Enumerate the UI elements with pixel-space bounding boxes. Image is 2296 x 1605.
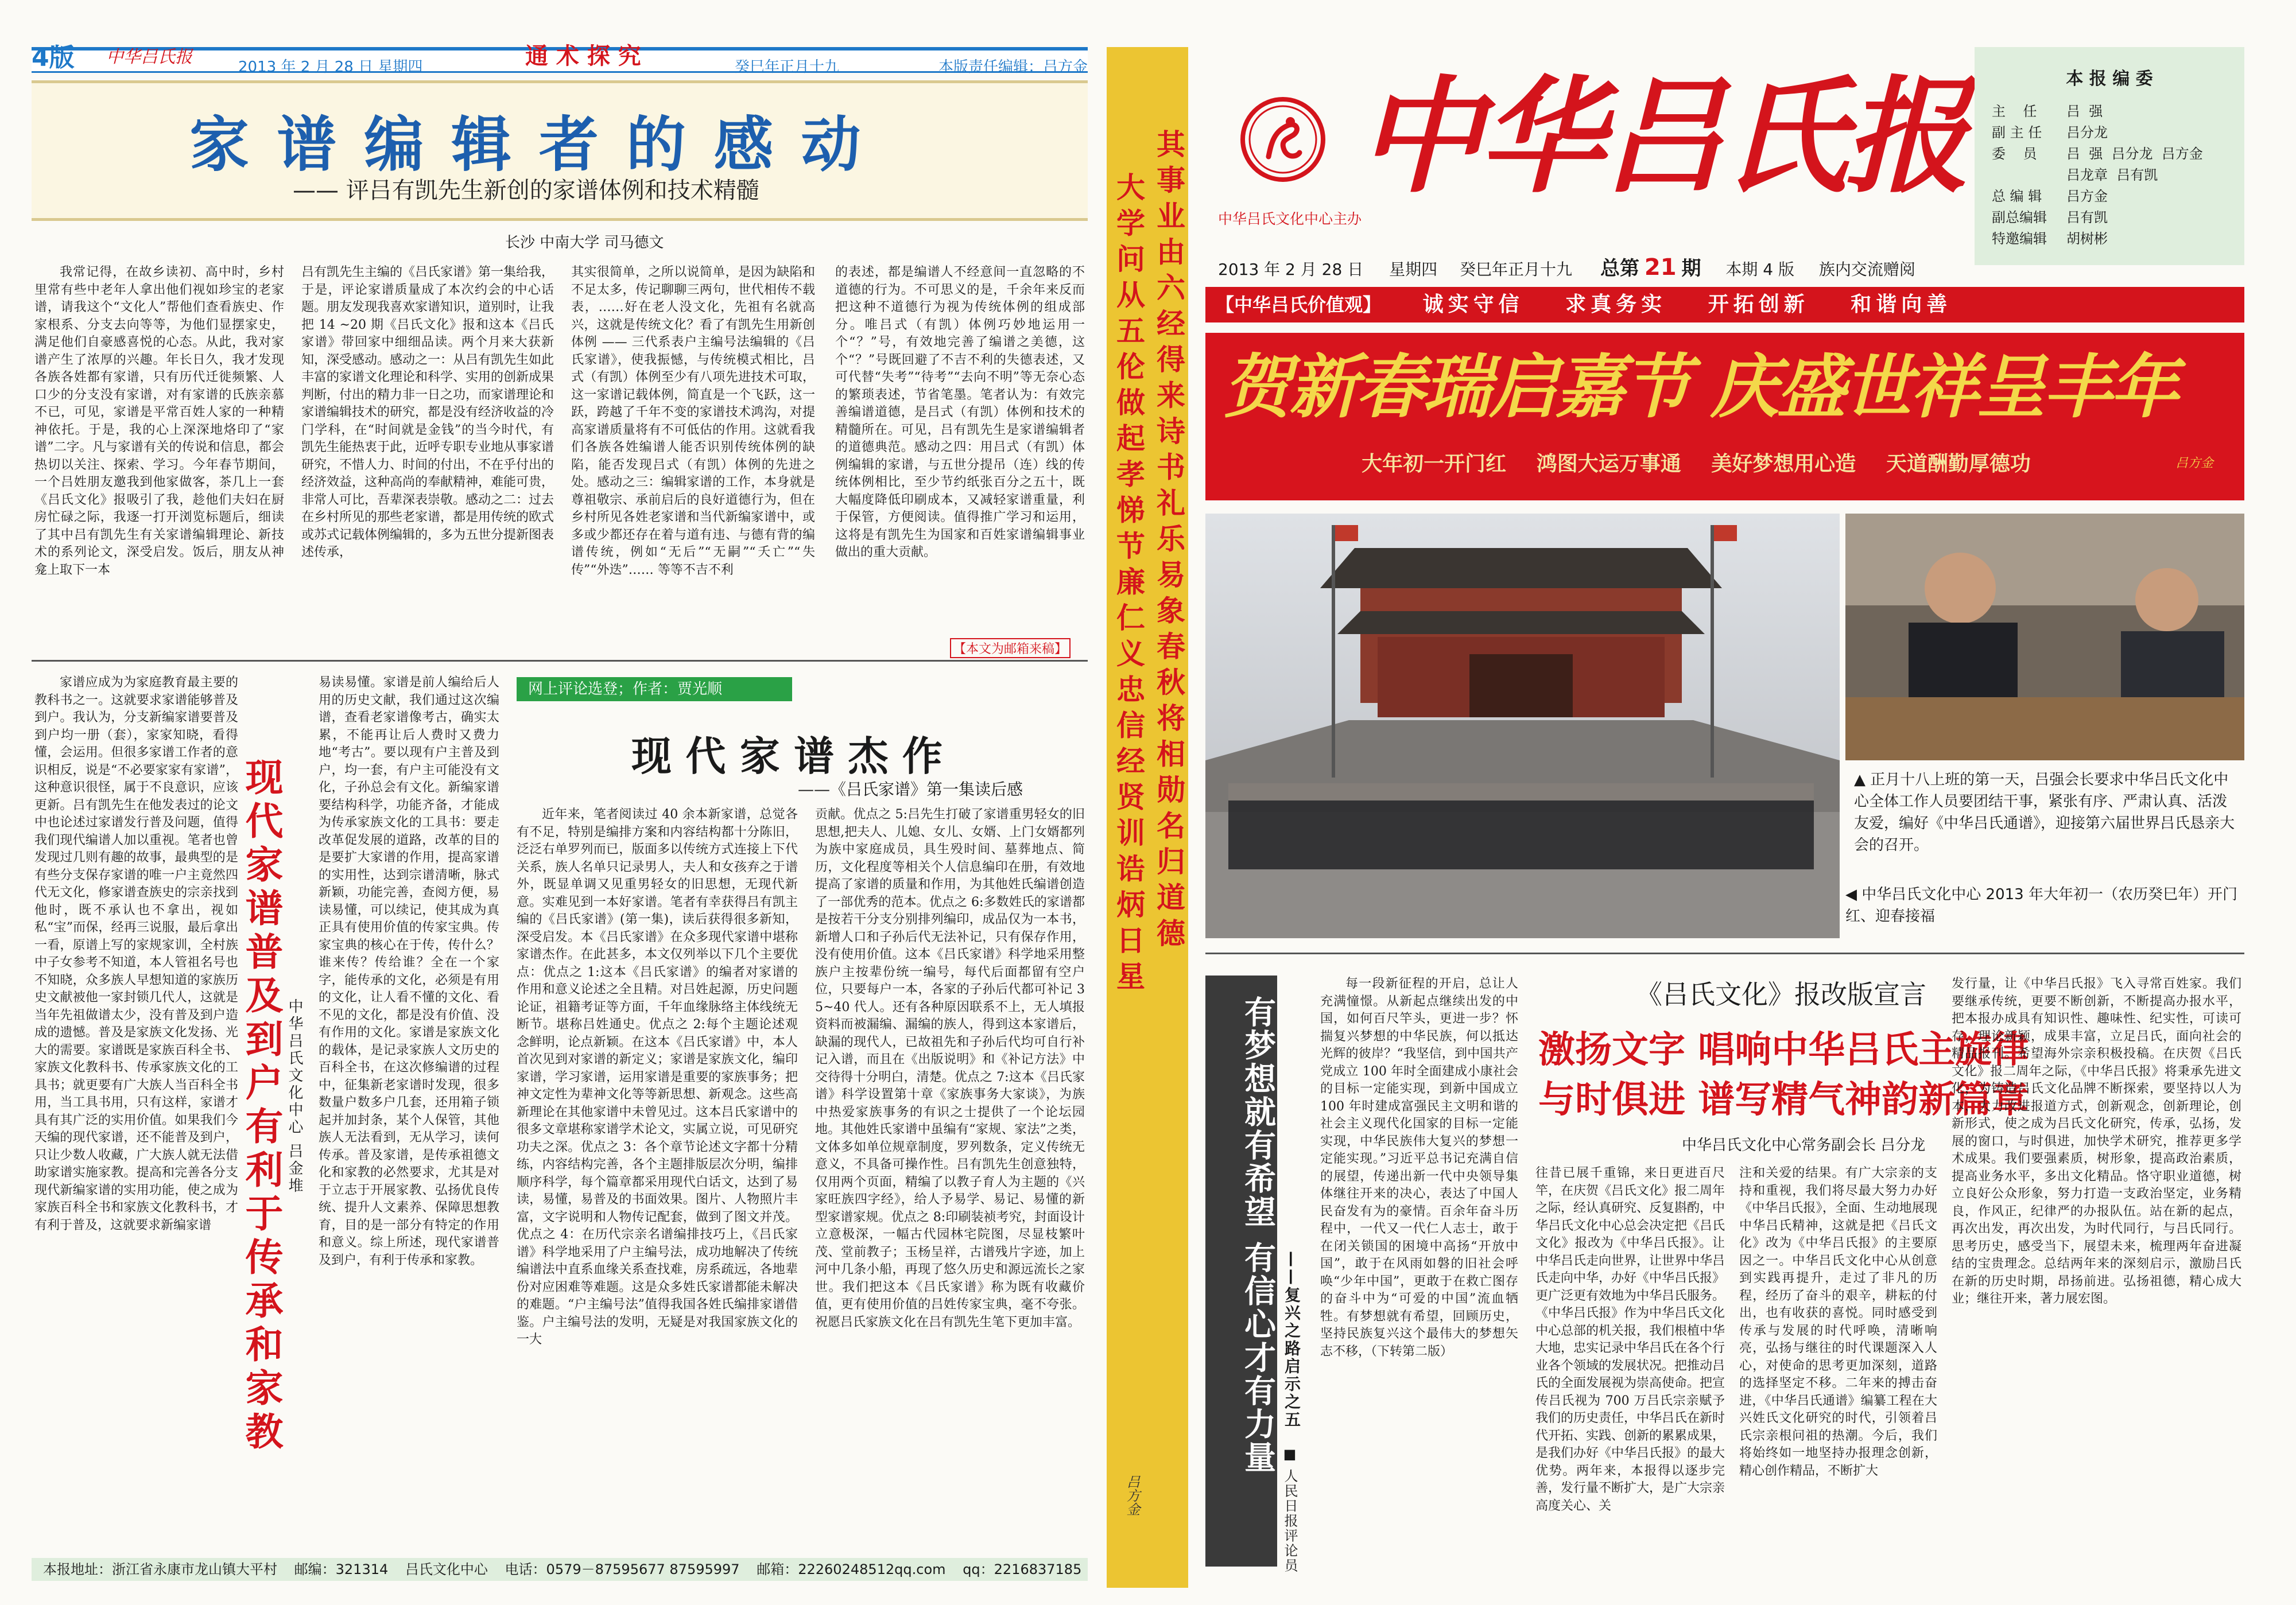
article1-byline: 长沙 中南大学 司马德文 bbox=[505, 234, 664, 251]
commentary-text: 每一段新征程的开启，总让人充满憧憬。从新起点继续出发的中国，如何百尺竿头，更进一步？怀揣复兴梦想的中华民族，何以抵达光辉的彼岸？“我坚信，到中国共产党成立 100 年时全面建成小康社会的目标一定能实现，到新中国成立 100 年时建成富强民主文明和谐的社会主义现代化国家的目标一定能实现，中华民族伟大复兴的梦想一定能实现。”习近平总书记充满自信的展望，传递出新一代中央领导集体继往开来的决心，表达了中国人民奋发有为的豪情。百余年奋斗历程中，一代又一代仁人志士，敢于在闭关锁国的困境中高扬“开放中国”，敢于在风雨如磐的旧社会呼唤“少年中国”，更敢于在救亡图存的奋斗中为“可爱的中国”流血牺牲。有梦想就有希望，回顾历史，坚持民族复兴这个最伟大的梦想矢志不移，（下转第二版） bbox=[1320, 977, 1518, 1359]
values-label: 【中华吕氏价值观】 bbox=[1216, 294, 1382, 316]
article2-vertical-title: 现代家谱普及到户有利于传承和家教 bbox=[239, 757, 284, 1455]
announcement-col1: 往昔已展千重锦，来日更进百尺竿，在庆贺《吕氏文化》报二周年之际，经认真研究、反复斟酌，中华吕氏文化中心总会决定把《吕氏文化》报改为《中华吕氏报》。让中华吕氏走向世界，让世界中华吕氏走向中华，办好《中华吕氏报》更广泛更有效地为中华吕氏服务。《中华吕氏报》作为中华吕氏文化中心总部的机关报，我们根植中华大地，忠实记录中华吕氏在各个行业各个领域的发展状况。把推动吕氏的全面发展视为崇高使命。把宣传吕氏视为 700 万吕氏宗亲赋予我们的历史责任，中华吕氏在新时代开拓、实践、创新的累累成果，是我们办好《中华吕氏报》的最大优势。两年来，本报得以逐步完善，发行量不断扩大，是广大宗亲高度关心、关 bbox=[1535, 1166, 1725, 1513]
banner-sub-item: 大年初一开门红 bbox=[1362, 452, 1507, 476]
commentary-title: 有梦想就有希望 有信心才有力量 bbox=[1239, 996, 1276, 1475]
footer-address: 本报地址：浙江省永康市龙山镇大平村 bbox=[43, 1561, 277, 1577]
editorial-board-row bbox=[1992, 207, 2244, 228]
masthead-info bbox=[1218, 252, 1987, 281]
board-role: 总 编 辑 bbox=[1992, 188, 2042, 204]
banner-signature: 吕方金 bbox=[2175, 456, 2214, 471]
left-header-strip bbox=[32, 42, 1088, 76]
footer-center: 吕氏文化中心 bbox=[405, 1561, 488, 1577]
announcement-headline2: 与时俱进 谱写精气神韵新篇章 bbox=[1538, 1078, 2029, 1121]
masthead-weekday: 星期四 bbox=[1389, 260, 1438, 279]
masthead-issue-no: 21 bbox=[1644, 254, 1677, 281]
announcement-headline1: 激扬文字 唱响中华吕氏主旋律 bbox=[1538, 1028, 2029, 1071]
editorial-board-title: 本 报 编 委 bbox=[2066, 69, 2153, 89]
article1-col3: 其实很简单，之所以说简单，是因为缺陷和不足太多，传记聊聊三两句，世代相传不载表，……好在老人没文化，先祖有名就高兴，这就是传统文化？看了有凯先生用新创体例 —— 三代系表户主编号法编辑的《吕氏家谱》，使我振憾，与传统模式相比，吕式（有凯）体例至少有八项先进技术可取，这一家谱记载体例，简直是一个飞跃，这一跃，跨越了千年不变的家谱技术鸿沟，对提高家谱质量将有不可低估的作用。这就看我们各族各姓编谱人能否识别传统体例的缺陷，能否发现吕式（有凯）体例的先进之处。感动之三：编辑家谱的工作，本身就是尊祖敬宗、承前启后的良好道德行为，但在乡村所见各姓老家谱和当代新编家谱中，或多或少都还存在着与道有违、与德有背的编谱传统，例如“无后”“无嗣”“夭亡”“失传”“外迭”…… 等等不吉不利 bbox=[571, 265, 815, 577]
masthead-logo-icon bbox=[1240, 96, 1326, 182]
header-lunar: 癸巳年正月十九 bbox=[735, 59, 840, 76]
article3-title: 现 代 家 谱 杰 作 bbox=[631, 732, 943, 780]
couplet-right: 其事业由六经得来诗书礼乐易象春秋将相勋名归道德 bbox=[1152, 129, 1186, 954]
article1-col4: 的表述，都是编谱人不经意间一直忽略的不道德的行为。不可思义的是，千余年来反而把这种不道德行为视为传统体例的组成部分。唯吕式（有凯）体例巧妙地运用一个“？”号，有效地完善了编谱之美德，这个“？”号既回避了不吉不利的失德表述，又可代替“失考”“待考”“去向不明”等无奈心态的繁琐表述，节省笔墨。笔者认为：有效完善编谱道德，是吕式（有凯）体例和技术的精髓所在。可见，吕有凯先生是家谱编辑者的道德典范。感动之四：用吕式（有凯）体例编辑的家谱，与五世分提吊（连）线的传统体例相比，至少节约纸张百分之五十，既大幅度降低印刷成本，又减轻家谱重量，利于保管，方便阅读。值得推广学习和运用，这将是有凯先生为国家和百姓家谱编辑事业做出的重大贡献。 bbox=[835, 265, 1085, 559]
footer-qq: qq：2216837185 bbox=[963, 1561, 1082, 1577]
masthead-note: 族内交流赠阅 bbox=[1818, 260, 1915, 279]
board-role: 副总编辑 bbox=[1992, 209, 2047, 226]
board-role: 主 任 bbox=[1992, 103, 2037, 119]
page-number: 4版 bbox=[32, 43, 75, 72]
value-item: 和谐向善 bbox=[1851, 293, 1952, 316]
masthead-lunar: 癸巳年正月十九 bbox=[1460, 260, 1573, 279]
banner-sub-item: 天道酬勤厚德功 bbox=[1886, 452, 2031, 476]
banner-sub-item: 美好梦想用心造 bbox=[1711, 452, 1856, 476]
header-editor: 本版责任编辑：吕方金 bbox=[938, 59, 1088, 76]
commentary-source: ■ 人民日报评论员 bbox=[1282, 1446, 1298, 1573]
board-names: 吕 强 吕分龙 吕方金 bbox=[2066, 146, 2203, 162]
article2-col2: 易读易懂。家谱是前人编给后人用的历史文献，我们通过这次编谱，查看老家谱像考古，确实太累，不能再让后人费时又费力地“考古”。要以现有户主普及到户，均一套，有户主可能没有文化，子孙总会有文化。新编家谱要结构科学，功能齐备，才能成为传承家族文化的工具书：要走改革促发展的道路，改革的目的是要扩大家谱的作用，提高家谱的实用性，达到宗谱清晰，脉式新颖，功能完善，查阅方便，易读易懂，可以续记，使其成为真正具有使用价值的传家宝典。传家宝典的核心在于传，传什么？谁来传？传给谁？全在一个家字，能传承的文化，必须是有用的文化，让人看不懂的文化、看不见的文化，都是没有价值、没有作用的文化。家谱是家族文化的载体，是记录家族人文历史的百科全书，在这次修编谱的过程中，征集新老家谱时发现，很多数量户数多户几套，还用箱子锁起并加封条，某个人保管，其他族人无法看到，无从学习，读何传承。普及家谱，是传承祖德文化和家教的必然要求，尤其是对于立志于开展家教、弘扬优良传统、提升人文素养、保障思想教育，目的是一部分有特定的作用和意义。综上所述，现代家谱普及到户，有利于传承和家教。 bbox=[319, 675, 499, 1268]
article1-title: 家 谱 编 辑 者 的 感 动 bbox=[189, 109, 864, 180]
announcement-kicker: 《吕氏文化》报改版宣言 bbox=[1636, 979, 1926, 1010]
group-photo bbox=[1205, 514, 1840, 938]
editorial-board-row bbox=[1992, 101, 2244, 122]
masthead-pages: 本期 4 版 bbox=[1725, 260, 1794, 279]
announcement-author: 中华吕氏文化中心常务副会长 吕分龙 bbox=[1682, 1137, 1926, 1154]
article3-col2: 贡献。优点之 5:吕先生打破了家谱重男轻女的旧思想,把夫人、儿媳、女儿、女婿、上门女婿都列为族中家庭成员，具生殁时间、墓葬地点、简历，文化程度等相关个人信息编印在册，有效地提高了家谱的质量和作用，为其他姓氏编谱创造了一部优秀的范本。优点之 6:多数姓氏的家谱都是按若干分支分别排列编印，成品仅为一本书，新增人口和子孙后代无法补记，只有保存作用，没有使用价值。这本《吕氏家谱》科学地采用整族户主按辈份统一编号，每代后面都留有空户位，只要每户一本，各家的子孙后代都可补记 35~40 代人。还有各种原因联系不上，无人填报资料而被漏编、漏编的族人，得到这本家谱后，缺漏的现代人，已故祖先和子孙后代均可自行补记入谱，而且在《出版说明》和《补记方法》中交待得十分明白，清楚。优点之 7:这本《吕氏家谱》科学设置第十章《家族事务大家谈》，为族中热爱家族事务的有识之士提供了一个论坛园地。其他姓氏家谱中虽编有“家规、家法”之类，文体多如单位规章制度，罗列数条，定义传统无意义，不具备可操作性。吕有凯先生创意独特，仅用两个页面，精编了以教子育人为主题的《兴家旺族四字经》，给人予易学、易记、易懂的新型家谱家规。优点之 8:印刷装祯考究，封面设计立意极深，一幅古代园林宅院图，尽显枝繁叶茂、堂前教子；玉杨呈祥，古谱残片字迹，加上河中几条小船，再现了悠久历史和源远流长之家世。我们把这本《吕氏家谱》称为既有收藏价值，更有使用价值的吕姓传家宝典，毫不夸张。祝愿吕氏家族文化在吕有凯先生笔下更加丰富。 bbox=[815, 807, 1085, 1330]
value-item: 诚实守信 bbox=[1422, 293, 1524, 316]
announcement-col3: 发行量，让《中华吕氏报》飞入寻常百姓家。我们要继承传统，更要不断创新，不断提高办报水平，把本报办成具有知识性、趣味性、纪实性，可读可存，理论新颖，成果丰富，立足吕氏，面向社会的精品报刊。希望海外宗亲积极投稿。在庆贺《吕氏文化》报二周年之际，《中华吕氏报》将秉承先进文化，为铸造吕氏文化品牌不断探索，要坚持以人为本，大力改进报道方式，创新观念，创新理论，创新形式，使之成为吕氏文化研究，传承，弘扬，发展的窗口，与时俱进，加快学术研究，推荐更多学术成果。我们要强素质，树形象，提高政治素质，提高业务水平，多出文化精品。恪守职业道德，树立良好公众形象，努力打造一支政治坚定，业务精良，作风正，纪律严的办报队伍。站在新的起点，再次出发，再次出发，为时代同行，与吕氏同行。思考历史，感受当下，展望未来，梳理两年奋进凝结的宝贵理念。总结两年来的深刻启示，激励吕氏在新的历史时期，昂扬前进。弘扬祖德，精心成大业；继往开来，著力展宏图。 bbox=[1952, 977, 2241, 1306]
board-role: 副 主 任 bbox=[1992, 125, 2042, 141]
header-paper-name: 中华吕氏报 bbox=[106, 47, 192, 67]
header-column: 通 术 探 究 bbox=[525, 42, 641, 69]
couplet-left: 大学问从五伦做起孝悌节廉仁义忠信经贤训诰炳日星 bbox=[1112, 172, 1146, 997]
board-role: 特邀编辑 bbox=[1992, 231, 2047, 247]
value-item: 开拓创新 bbox=[1708, 293, 1809, 316]
banner-calligraphy: 贺新春瑞启嘉节 庆盛世祥呈丰年 bbox=[1223, 347, 2177, 428]
editorial-board-row bbox=[1992, 186, 2244, 207]
article2-author: 中华吕氏文化中心 吕金堆 bbox=[286, 998, 303, 1195]
board-names: 吕 强 bbox=[2066, 103, 2103, 119]
article1-divider bbox=[32, 660, 1088, 662]
right-divider bbox=[1205, 953, 2244, 954]
board-names: 吕龙章 吕有凯 bbox=[2066, 167, 2158, 183]
footer-email: 邮箱：22260248512qq.com bbox=[757, 1561, 946, 1577]
article3-col1: 近年来，笔者阅读过 40 余本新家谱，总觉各有不足，特别是编排方案和内容结构都十分陈旧，泛泛右单罗列而已，版面多以传统方式连接上下代关系，族人名单只记录男人，夫人和女孩弃之于谱外，既显单调又见重男轻女的旧思想，无现代新意。实难见到一本好家谱。笔者有幸获得吕有凯主编的《吕氏家谱》(第一集)，读后获得很多新知，深受启发。本《吕氏家谱》在众多现代家谱中堪称家谱杰作。在此甚多，本文仅列举以下几个主要优点：优点之 1:这本《吕氏家谱》的编者对家谱的作用和意义论述之全且精。对吕姓起源，历史问题论证，祖籍考证等方面，千年血缘脉络主体线统无断节。堪称吕姓通史。优点之 2:每个主题论述观念鲜明，论点新颖。在这本《吕氏家谱》中，本人首次见到对家谱的新定义；家谱是家族文化，编印家谱，学习家谱，运用家谱是重要的家族事务；把神文定性为辈神文化等等新思想、新观念。这些高新理论在其他家谱中未曾见过。这本吕氏家谱中的很多文章堪称家谱学术论文，实属立说，可见研究功夫之深。优点之 3：各个章节论述文字都十分精练，内容结构完善，各个主题排版层次分明，编排顺序科学，每个篇章都采用现代白话文，达到了易读，易懂，易普及的书面效果。图片、人物照片丰富，文字说明和人物传记配套，做到了图文并茂。优点之 4：在历代宗亲名谱编排技巧上，《吕氏家谱》科学地采用了户主编号法，成功地解决了传统编谱法中直系血缘关系查找难，房系疏远，各地辈份对应困难等难题。这是众多姓氏家谱都能未解决的难题。“户主编号法”值得我国各姓氏编排家谱借鉴。户主编号法的发明，无疑是对我国家族文化的一大 bbox=[517, 807, 798, 1347]
masthead-date: 2013 年 2 月 28 日 bbox=[1218, 260, 1364, 279]
editorial-board-row bbox=[1992, 122, 2244, 143]
photo1-caption: ◀ 中华吕氏文化中心 2013 年大年初一（农历癸巳年）开门红、迎春接福 bbox=[1845, 886, 2237, 925]
masthead-host: 中华吕氏文化中心主办 bbox=[1218, 211, 1362, 227]
banner-sub bbox=[1223, 448, 2170, 477]
board-names: 胡树彬 bbox=[2066, 231, 2108, 247]
footer-phone: 电话：0579－87595677 87595997 bbox=[505, 1561, 740, 1577]
board-role: 委 员 bbox=[1992, 146, 2037, 162]
article2-col1: 家谱应成为为家庭教育最主要的教科书之一。这就要求家谱能够普及到户。我认为，分支新编家谱要普及到户均一册（套），家家知晓，看得懂，会运用。但很多家谱工作者的意识相反，说是“不必要家家有家谱”，这种意识很怪，属于不良意识，应该更新。吕有凯先生在他发表过的论文中也论述过家谱发行普及问题，值得我们现代编谱人加以重视。笔者也曾发现过几则有趣的故事，最典型的是有些分支保存家谱的唯一户主竟然四代无文化，修家谱查族史的宗亲找到他时，既不承认也不拿出，视如私“宝”而保，经再三说服，最后拿出一看，原谱上写的家规家训，全村族中子女参考不知道，本人管祖名号也不知晓，众多族人早想知道的家族历史文献被他一家封锁几代人，这就是当年先祖做谱太少，没有普及到户造成的遗憾。普及是家族文化发扬、光大的需要。家谱既是家族百科全书、家族文化教科书、传承家族文化的工具书；就更要有广大族人当百科全书用，当工具书用，只有这样，家谱才具有其广泛的实用价值。如果我们今天编的现代家谱，还不能普及到户，只让少数人收藏，广大族人就无法借助家谱实施家教。提高和完善各分支现代新编家谱的实用功能，使之成为家族百科全书和家族文化教科书，才有利于普及，这就要求新编家谱 bbox=[34, 675, 238, 1233]
left-footer bbox=[32, 1558, 1088, 1581]
meeting-photo bbox=[1845, 514, 2244, 760]
banner-sub-item: 鸿图大运万事通 bbox=[1536, 452, 1681, 476]
board-names: 吕有凯 bbox=[2066, 209, 2108, 226]
editorial-board-row bbox=[1992, 228, 2244, 250]
couplet-seal: 吕方金 bbox=[1124, 1475, 1140, 1516]
value-item: 求真务实 bbox=[1565, 293, 1667, 316]
article1-subtitle: —— 评吕有凯先生新创的家谱体例和技术精髓 bbox=[293, 177, 759, 204]
announcement-col2: 注和关爱的结果。有广大宗亲的支持和重视，我们将尽最大努力办好《中华吕氏报》，全面、生动地展现中华吕氏精神，这就是把《吕氏文化》改为《中华吕氏报》的主要原因之一。中华吕氏文化中心从创意到实践再提升，走过了非凡的历程，经历了奋斗的艰辛，耕耘的付出，也有收获的喜悦。同时感受到传承与发展的时代呼唤，清晰响亮，弘扬与继往的时代课题深入人心，对使命的思考更加深刻，道路的选择坚定不移。二年来的搏击奋进，《中华吕氏通谱》编纂工程在大兴姓氏文化研究的时代，引领着吕氏宗亲根问祖的热潮。今后，我们将始终如一地坚持办报理念创新，精心创作精品，不断扩大 bbox=[1739, 1166, 1937, 1478]
header-date: 2013 年 2 月 28 日 星期四 bbox=[238, 59, 423, 76]
article3-tag: 网上评论选登；作者：贾光顺 bbox=[517, 677, 792, 701]
article3-subtitle: ——《吕氏家谱》第一集读后感 bbox=[798, 780, 1023, 799]
article1-col1: 我常记得，在故乡读初、高中时，乡村里常有些中老年人拿出他们视如珍宝的老家谱，请我这个“文化人”帮他们查看族史、作家根系、分支去向等等，为他们显摆家史，满足他们自豪感喜悦的心态。从此，我对家谱产生了浓厚的兴趣。年长日久，我才发现各族各姓都有家谱，只有历代迁徙频繁、人口少的分支没有家谱，对有家谱的氏族亲慕不已，可见，家谱是平常百姓人家的一种精神依托。于是，我的心上深深地烙印了“家谱”二字。凡与家谱有关的传说和信息，都会热切以关注、探索、学习。今年春节期间，一个吕姓朋友邀我到他家做客，茶几上一套《吕氏文化》报吸引了我，趁他们夫妇在厨房忙碌之际，我逐一打开浏览标题后，细读了其中吕有凯先生有关家谱编辑理论、新技术的系列论文，深受启发。饭后，朋友从神龛上取下一本 bbox=[34, 265, 284, 577]
editorial-board bbox=[1975, 47, 2244, 265]
footer-postcode: 邮编：321314 bbox=[294, 1561, 389, 1577]
values-bar bbox=[1205, 287, 2244, 322]
editorial-board-row bbox=[1992, 165, 2244, 186]
masthead-title: 中华吕氏报 bbox=[1358, 63, 1966, 210]
masthead-issue-post: 期 bbox=[1681, 257, 1701, 280]
article1-note: 【本文为邮箱来稿】 bbox=[950, 638, 1071, 658]
photo2-caption: ▲ 正月十八上班的第一天，吕强会长要求中华吕氏文化中心全体工作人员要团结干事，紧张有序、严肃认真、活泼友爱，编好《中华吕氏通谱》，迎接第六届世界吕氏恳亲大会的召开。 bbox=[1854, 771, 2235, 854]
board-names: 吕分龙 bbox=[2066, 125, 2108, 141]
board-names: 吕方金 bbox=[2066, 188, 2108, 204]
masthead-issue-pre: 总第 bbox=[1600, 257, 1639, 280]
commentary-series: ——复兴之路启示之五 bbox=[1282, 1251, 1301, 1429]
editorial-board-row bbox=[1992, 143, 2244, 165]
article1-col2: 吕有凯先生主编的《吕氏家谱》第一集给我，于是，评论家谱质量成了本次约会的中心话题。朋友发现我喜欢家谱知识，道别时，让我把 14 ~20 期《吕氏文化》报和这本《吕氏家谱》带回家中细细品读。两个月来大获新知，深受感动。感动之一：从吕有凯先生如此丰富的家谱文化理论和科学、实用的创新成果判断，付出的精力非一日之功，而家谱理论和家谱编辑技术的研究，都是没有经济收益的冷门学科，在“时间就是金钱”的当今时代，有凯先生能热衷于此，近呼专职专业地从事家谱研究，不惜人力、时间的付出，不在乎付出的经济效益，这种高尚的奉献精神，难能可贵，非常人可比，吾辈深表崇敬。感动之二：过去在乡村所见的那些老家谱，都是用传统的欧式或苏式记载体例编辑的，多为五世分提新图表述传承， bbox=[301, 265, 554, 559]
